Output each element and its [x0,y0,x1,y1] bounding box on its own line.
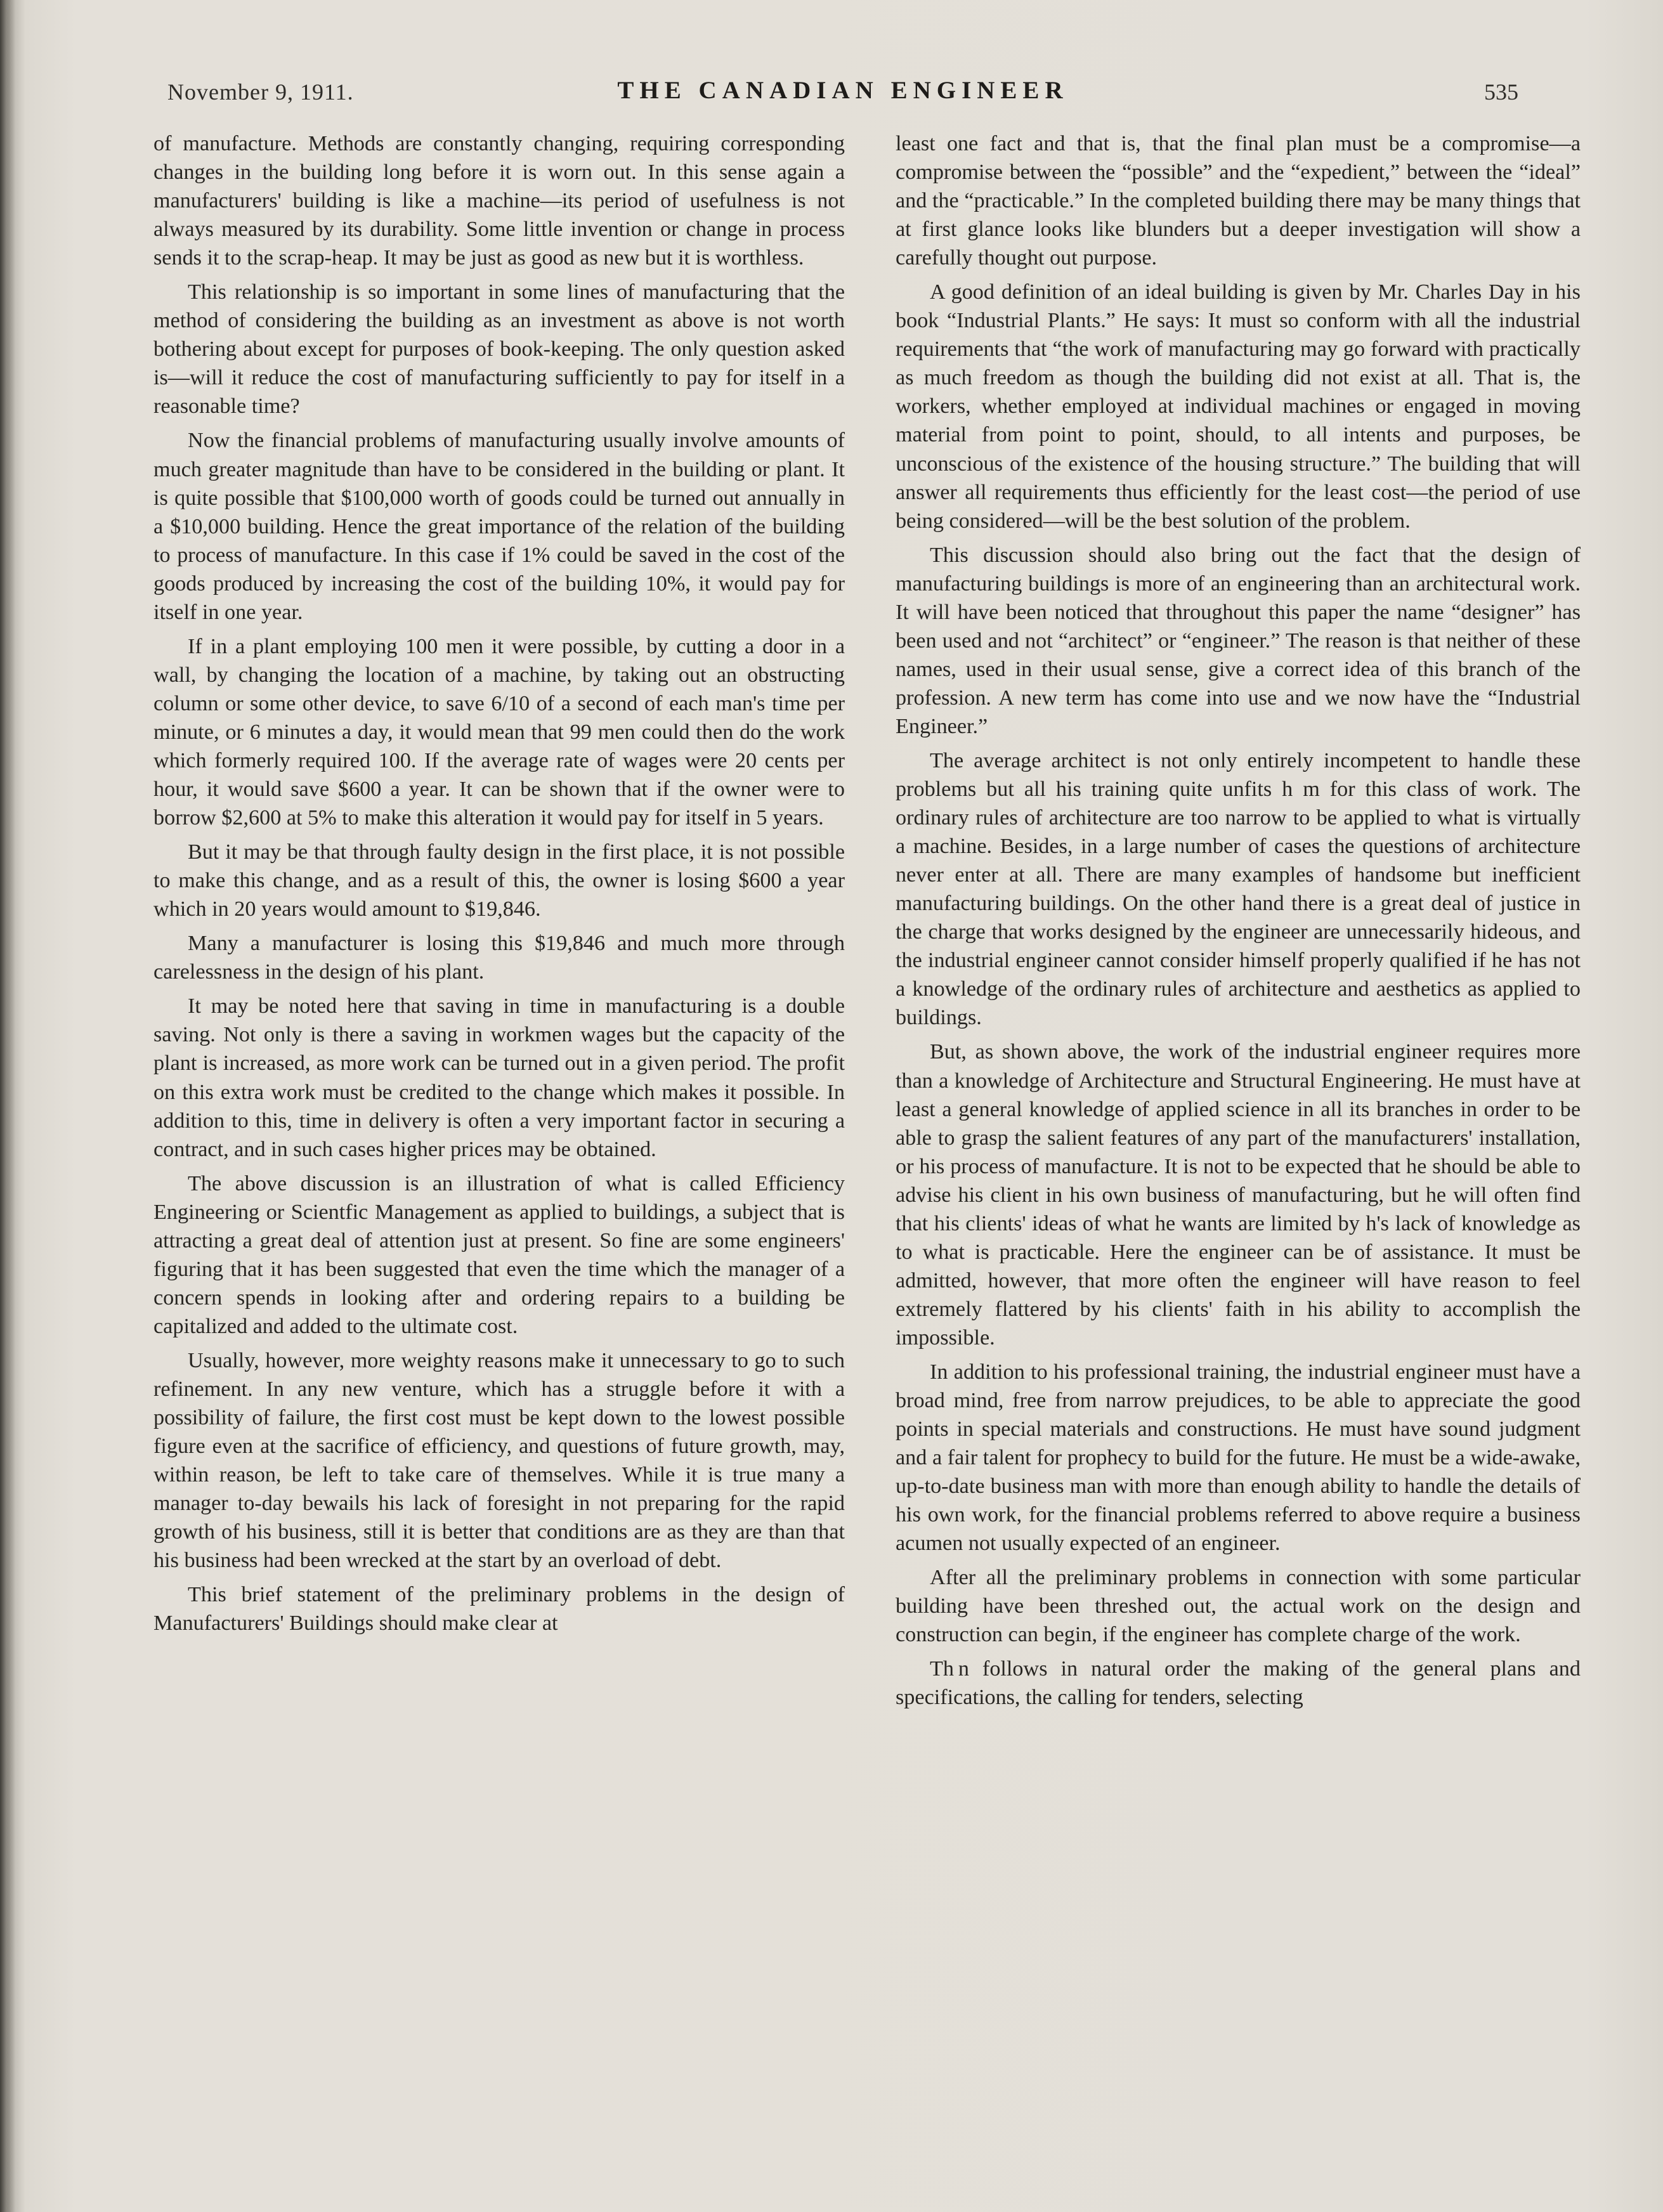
paragraph: of manufacture. Methods are constantly changing, requiring corresponding changes in the building long before it is worn out. In this sense again a manufacturers' building is like a machine—its period of usefulness is not always measured by its durability. Some little invention or change in process sends it to the scrap-heap. It may be just as good as new but it is worthless. [153,132,845,270]
journal-title: THE CANADIAN ENGINEER [617,77,1069,104]
paragraph: It may be noted here that saving in time in manufacturing is a double saving. Not only is there a saving in workmen wages but the capacity of the plant is increased, as more work can be turned out in a given period. The profit on this extra work must be credited to the change which makes it possible. In addition to this, time in delivery is often a very important factor in securing a contract, and in such cases higher prices may be obtained. [153,994,845,1161]
paragraph: This brief statement of the preliminary problems in the design of Manufacturers' Buildings should make clear at [153,1583,845,1636]
paragraph: In addition to his professional training, the industrial engineer must have a broad mind, free from narrow prejudices, to be able to appreciate the good points in special materials and constructions. He must have sound judgment and a fair talent for prophecy to build for the future. He must be a wide-awake, up-to-date business man with more than enough ability to handle the details of his own work, for the financial problems referred to above require a business acumen not usually expected of an engineer. [896,1360,1581,1556]
page-number: 535 [1484,79,1518,105]
paragraph: But it may be that through faulty design in the first place, it is not possible to make this change, and as a result of this, the owner is losing $600 a year which in 20 years would amount to $19,846. [153,840,845,921]
paragraph: Th n follows in natural order the making of the general plans and specifications, the calling for tenders, selecting [896,1657,1581,1710]
paragraph: The average architect is not only entirely incompetent to handle these problems but all his training quite unfits h m for this class of work. The ordinary rules of architecture are too narrow to be applied to what is virtually a machine. Besides, in a large number of cases the questions of architecture never enter at all. There are many examples of handsome but inefficient manufacturing buildings. On the other hand there is a great deal of justice in the charge that works designed by the engineer are unnecessarily hideous, and the industrial engineer cannot consider himself properly qualified if he has not a knowledge of the ordinary rules of architecture and aesthetics as applied to buildings. [896,748,1581,1030]
binding-shadow [0,0,15,2212]
running-head [167,75,1518,115]
paragraph: But, as shown above, the work of the industrial engineer requires more than a knowledge of Architecture and Structural Engineering. He must have at least a general knowledge of applied science in all its branches in order to be able to grasp the salient features of any part of the manufacturers' installation, or his process of manufacture. It is not to be expected that he should be able to advise his client in his own business of manufacturing, but he will often find that his clients' ideas of what he wants are limited by h's lack of knowledge as to what is practicable. Here the engineer can be of assistance. It must be admitted, however, that more often the engineer will have reason to feel extremely flattered by his clients' faith in his ability to accomplish the impossible. [896,1040,1581,1350]
paragraph: If in a plant employing 100 men it were possible, by cutting a door in a wall, by changing the location of a machine, by taking out an obstructing column or some other device, to save 6/10 of a second of each man's time per minute, or 6 minutes a day, it would mean that 99 men could then do the work which formerly required 100. If the average rate of wages were 20 cents per hour, it would save $600 a year. It can be shown that if the owner were to borrow $2,600 at 5% to make this alteration it would pay for itself in 5 years. [153,634,845,830]
paragraph: The above discussion is an illustration of what is called Efficiency Engineering or Scientfic Management as applied to buildings, a subject that is attracting a great deal of attention just at present. So fine are some engineers' figuring that it has been suggested that even the time which the manager of a concern spends in looking after and ordering repairs to a building be capitalized and added to the ultimate cost. [153,1171,845,1338]
right-column [896,129,1581,1712]
paragraph: least one fact and that is, that the final plan must be a compromise—a compromise between the “possible” and the “expedient,” between the “ideal” and the “practicable.” In the completed building there may be many things that at first glance looks like blunders but a deeper investigation will show a carefully thought out purpose. [896,132,1581,270]
paragraph: Now the financial problems of manufacturing usually involve amounts of much greater magnitude than have to be considered in the building or plant. It is quite possible that $100,000 worth of goods could be turned out annually in a $10,000 building. Hence the great importance of the relation of the building to process of manufacture. In this case if 1% could be saved in the cost of the goods produced by increasing the cost of the building 10%, it would pay for itself in one year. [153,429,845,624]
paragraph: This discussion should also bring out the fact that the design of manufacturing buildings is more of an engineering than an architectural work. It will have been noticed that throughout this paper the name “designer” has been used and not “architect” or “engineer.” The reason is that neither of these names, used in their usual sense, give a correct idea of this branch of the profession. A new term has come into use and we now have the “Industrial Engineer.” [896,543,1581,738]
paragraph: This relationship is so important in some lines of manufacturing that the method of considering the building as an investment as above is not worth bothering about except for purposes of book-keeping. The only question asked is—will it reduce the cost of manufacturing sufficiently to pay for itself in a reasonable time? [153,280,845,419]
issue-date: November 9, 1911. [167,79,354,105]
paragraph: A good definition of an ideal building is given by Mr. Charles Day in his book “Industrial Plants.” He says: It must so conform with all the industrial requirements that “the work of manufacturing may go forward with practically as much freedom as though the building did not exist at all. That is, the workers, whether employed at individual machines or engaged in moving material from point to point, should, to all intents and purposes, be unconscious of the existence of the housing structure.” The building that will answer all requirements thus efficiently for the least cost—the period of use being considered—will be the best solution of the problem. [896,280,1581,533]
paragraph: Many a manufacturer is losing this $19,846 and much more through carelessness in the design of his plant. [153,932,845,984]
left-column [153,129,845,1637]
paragraph: After all the preliminary problems in connection with some particular building have been threshed out, the actual work on the design and construction can begin, if the engineer has complete charge of the work. [896,1566,1581,1647]
paragraph: Usually, however, more weighty reasons make it unnecessary to go to such refinement. In any new venture, which has a struggle before it with a possibility of failure, the first cost must be kept down to the lowest possible figure even at the sacrifice of efficiency, and questions of future growth, may, within reason, be left to take care of themselves. While it is true many a manager to-day bewails his lack of foresight in not preparing for the rapid growth of his business, still it is better that conditions are as they are than that his business had been wrecked at the start by an overload of debt. [153,1348,845,1573]
